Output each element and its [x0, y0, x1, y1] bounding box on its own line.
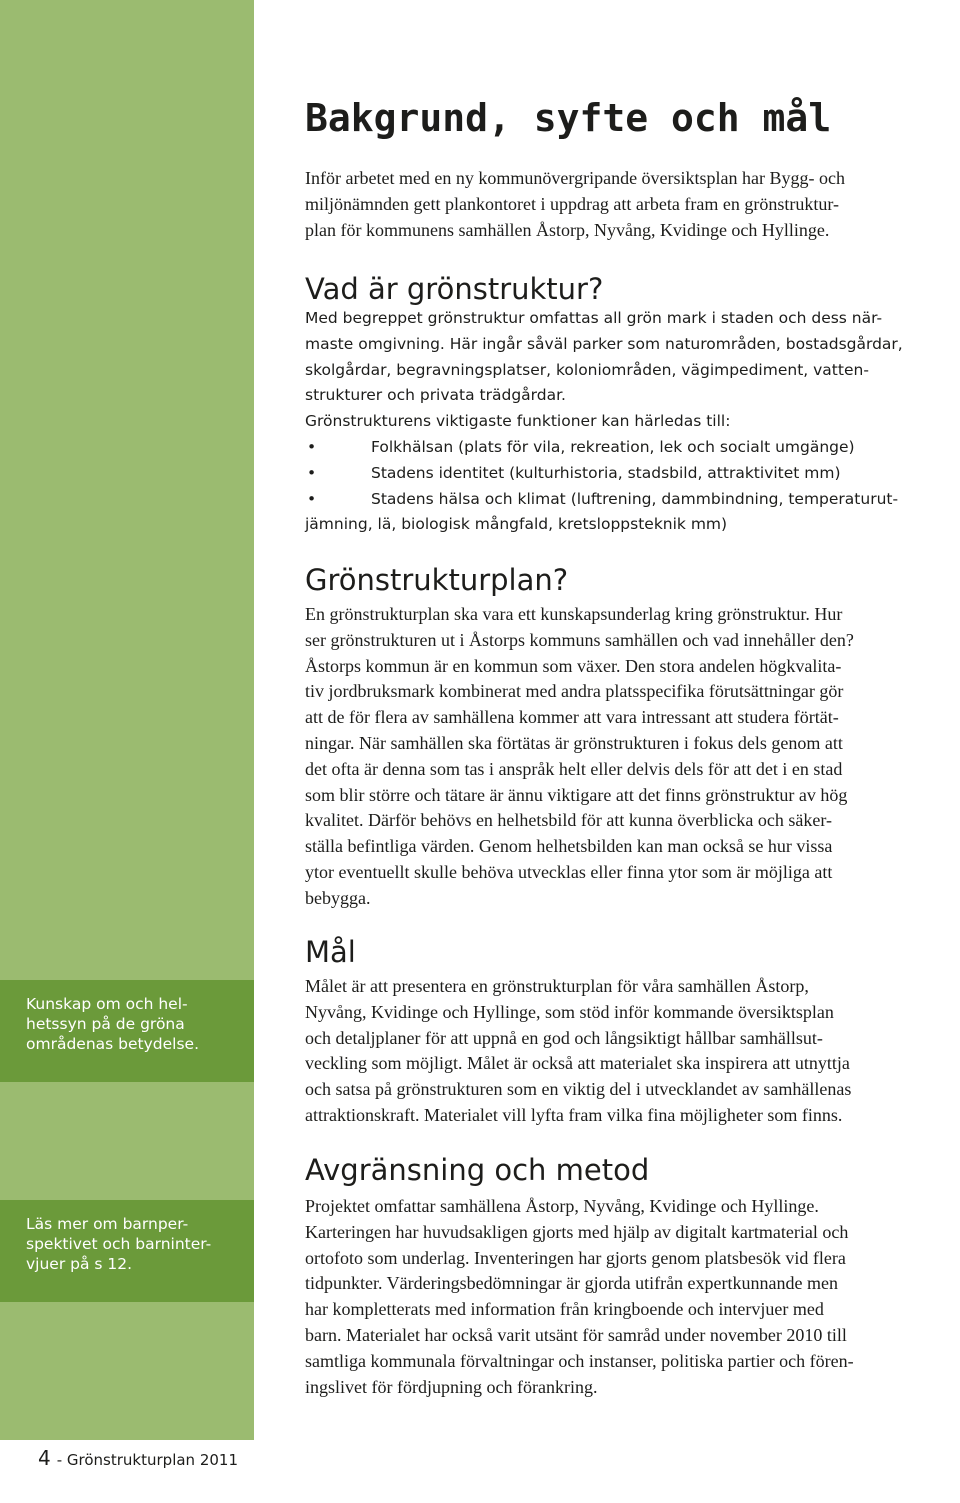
text-line: det ofta är denna som tas i anspråk helt eller delvis dels för att det i en stad: [305, 758, 843, 779]
text-line: Åstorps kommun är en kommun som växer. Den stora andelen högkvalita-: [305, 655, 842, 676]
section-paragraph-scope: [305, 1194, 854, 1400]
text-line: Målet är att presentera en grönstrukturplan för våra samhällen Åstorp,: [305, 976, 809, 996]
callout-line: vjuer på s 12.: [26, 1255, 133, 1273]
text-line: Grönstrukturens viktigaste funktioner kan härledas till:: [305, 412, 731, 431]
text-line: miljönämnden gett plankontoret i uppdrag att arbeta fram en grönstruktur-: [305, 193, 839, 214]
text-line: som blir större och tätare är ännu viktigare att det finns grönstruktur av hög: [305, 784, 848, 805]
text-line: Projektet omfattar samhällena Åstorp, Nyvång, Kvidinge och Hyllinge.: [305, 1196, 819, 1216]
text-line: samtliga kommunala förvaltningar och instanser, politiska partier och fören-: [305, 1350, 854, 1371]
section-paragraph-plan: [305, 602, 854, 912]
text-line: ingslivet för fördjupning och förankring.: [305, 1376, 598, 1397]
text-line: bebygga.: [305, 887, 371, 908]
page-title: Bakgrund, syfte och mål: [305, 96, 832, 140]
footer-label: [38, 1446, 238, 1470]
bullet-text: Stadens identitet (kulturhistoria, stadsbild, attraktivitet mm): [371, 463, 841, 482]
section-heading-plan: Grönstrukturplan?: [305, 563, 569, 597]
text-line: barn. Materialet har också varit utsänt för samråd under november 2010 till: [305, 1324, 847, 1345]
text-line: Nyvång, Kvidinge och Hyllinge, som stöd inför kommande översiktsplan: [305, 1001, 834, 1022]
bullet-text: Folkhälsan (plats för vila, rekreation, lek och socialt umgänge): [371, 437, 855, 456]
section-heading-goal: Mål: [305, 935, 356, 969]
text-line: att de för flera av samhällena kommer att vara intressant att studera förtät-: [305, 707, 839, 728]
text-line: ser grönstrukturen ut i Åstorps kommuns samhällen och vad innehåller den?: [305, 629, 854, 650]
callout-line: Läs mer om barnper-: [26, 1215, 189, 1233]
text-line: ytor eventuellt skulle behöva utvecklas eller finna ytor som är möjliga att: [305, 861, 833, 882]
section-heading-what-is: Vad är grönstruktur?: [305, 272, 604, 306]
bullet-item: [305, 435, 903, 461]
text-line: skolgårdar, begravningsplatser, koloniområden, vägimpediment, vatten-: [305, 360, 869, 379]
text-line: plan för kommunens samhällen Åstorp, Nyvång, Kvidinge och Hyllinge.: [305, 219, 830, 240]
page-number: 4: [38, 1446, 51, 1470]
text-line: jämning, lä, biologisk mångfald, kretsloppsteknik mm): [305, 515, 728, 534]
text-line: och satsa på grönstrukturen som en viktig del i utvecklandet av samhällenas: [305, 1079, 852, 1100]
section-paragraph-what-is: [305, 306, 903, 538]
section-heading-scope: Avgränsning och metod: [305, 1153, 650, 1187]
bullet-icon: •: [307, 463, 317, 482]
text-line: Karteringen har huvudsakligen gjorts med hjälp av digitalt kartmaterial och: [305, 1221, 849, 1242]
text-line: En grönstrukturplan ska vara ett kunskapsunderlag kring grönstruktur. Hur: [305, 604, 843, 624]
text-line: ningar. När samhällen ska förtätas är grönstrukturen i fokus dels genom att: [305, 732, 843, 753]
text-line: ortofoto som underlag. Inventeringen har gjorts genom platsbesök vid flera: [305, 1247, 846, 1268]
text-line: har kompletterats med information från kringboende och intervjuer med: [305, 1299, 824, 1320]
text-line: tiv jordbruksmark kombinerat med andra platsspecifika förutsättningar gör: [305, 681, 844, 702]
text-line: ställa befintliga värden. Genom helhetsbilden kan man också se hur vissa: [305, 836, 833, 857]
footer-document-title: - Grönstrukturplan 2011: [56, 1451, 239, 1469]
text-line: och detaljplaner för att uppnå en god och långsiktigt hållbar samhällsut-: [305, 1027, 823, 1048]
intro-paragraph: [305, 166, 845, 243]
text-line: attraktionskraft. Materialet vill lyfta fram vilka fina möjligheter som finns.: [305, 1104, 843, 1125]
section-paragraph-goal: [305, 974, 851, 1129]
text-line: maste omgivning. Här ingår såväl parker som naturområden, bostadsgårdar,: [305, 334, 903, 353]
text-line: kvalitet. Därför behövs en helhetsbild för att kunna överblicka och säker-: [305, 810, 832, 831]
text-line: veckling som möjligt. Målet är också att materialet ska inspirera att utnyttja: [305, 1053, 850, 1074]
bullet-icon: •: [307, 489, 317, 508]
text-line: tidpunkter. Värderingsbedömningar är gjorda utifrån expertkunnande men: [305, 1273, 839, 1294]
callout-line: hetssyn på de gröna: [26, 1015, 185, 1033]
callout-line: spektivet och barninter-: [26, 1235, 212, 1253]
callout-line: Kunskap om och hel-: [26, 995, 188, 1013]
bullet-item: [305, 487, 903, 513]
callout-box-read-more: [0, 1200, 254, 1302]
callout-line: områdenas betydelse.: [26, 1035, 199, 1053]
text-line: strukturer och privata trädgårdar.: [305, 386, 566, 405]
text-line: Inför arbetet med en ny kommunövergripande översiktsplan har Bygg- och: [305, 168, 846, 188]
bullet-icon: •: [307, 437, 317, 456]
bullet-text: Stadens hälsa och klimat (luftrening, dammbindning, temperaturut-: [371, 489, 899, 508]
text-line: Med begreppet grönstruktur omfattas all grön mark i staden och dess när-: [305, 309, 883, 327]
bullet-item: [305, 461, 903, 487]
callout-box-knowledge: [0, 980, 254, 1082]
